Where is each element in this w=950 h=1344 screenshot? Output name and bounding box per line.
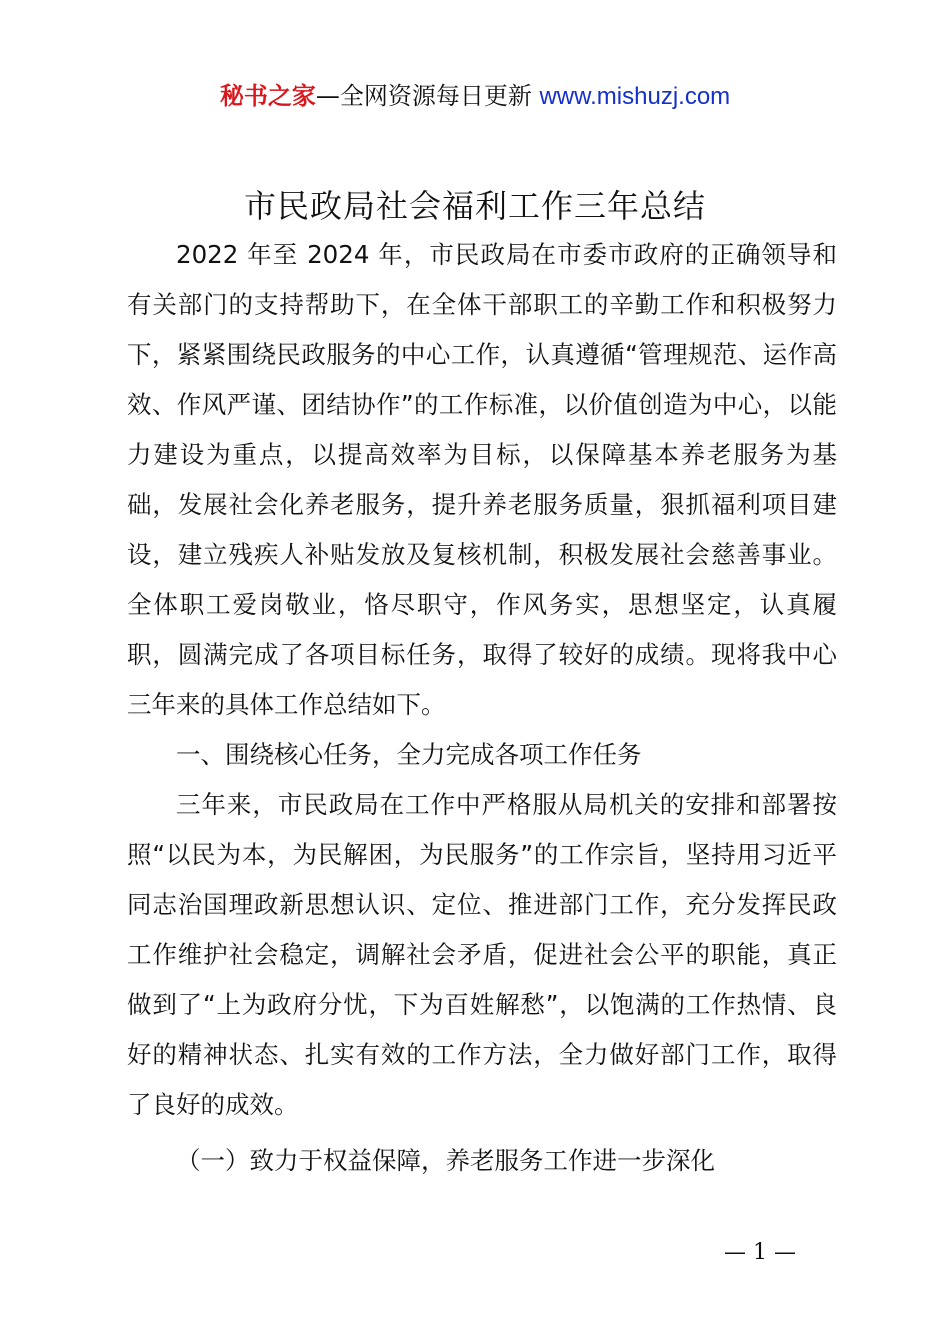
- document-title: 市民政局社会福利工作三年总结: [243, 187, 706, 225]
- site-tagline: —全网资源每日更新: [315, 82, 540, 110]
- section-paragraph: 三年来，市民政局在工作中严格服从局机关的安排和部署按照“以民为本，为民解困，为民服务”的工作宗旨，坚持用习近平同志治国理政新思想认识、定位、推进部门工作，充分发挥民政工作维护社会稳定，调解社会矛盾，促进社会公平的职能，真正做到了“上为政府分忧，下为百姓解愁”，以饱满的工作热情、良好的精神状态、扎实有效的工作方法，全力做好部门工作，取得了良好的成效。: [127, 790, 837, 1119]
- site-brand: 秘书之家: [219, 82, 316, 110]
- section-heading: 一、围绕核心任务，全力完成各项工作任务: [176, 740, 642, 769]
- site-banner: [0, 78, 950, 115]
- site-url-link[interactable]: www.mishuzj.com: [539, 83, 731, 110]
- intro-paragraph: 2022 年至 2024 年，市民政局在市委市政府的正确领导和有关部门的支持帮助下，在全体干部职工的辛勤工作和积极努力下，紧紧围绕民政服务的中心工作，认真遵循“管理规范、运作高效、作风严谨、团结协作”的工作标准，以价值创造为中心，以能力建设为重点，以提高效率为目标，以保障基本养老服务为基础，发展社会化养老服务，提升养老服务质量，狠抓福利项目建设，建立残疾人补贴发放及复核机制，积极发展社会慈善事业。全体职工爱岗敬业，恪尽职守，作风务实，思想坚定，认真履职，圆满完成了各项目标任务，取得了较好的成绩。现将我中心三年来的具体工作总结如下。: [127, 240, 837, 719]
- document-body: [127, 230, 837, 1186]
- page-number: — 1 —: [724, 1240, 796, 1265]
- subsection-heading: （一）致力于权益保障，养老服务工作进一步深化: [176, 1146, 715, 1175]
